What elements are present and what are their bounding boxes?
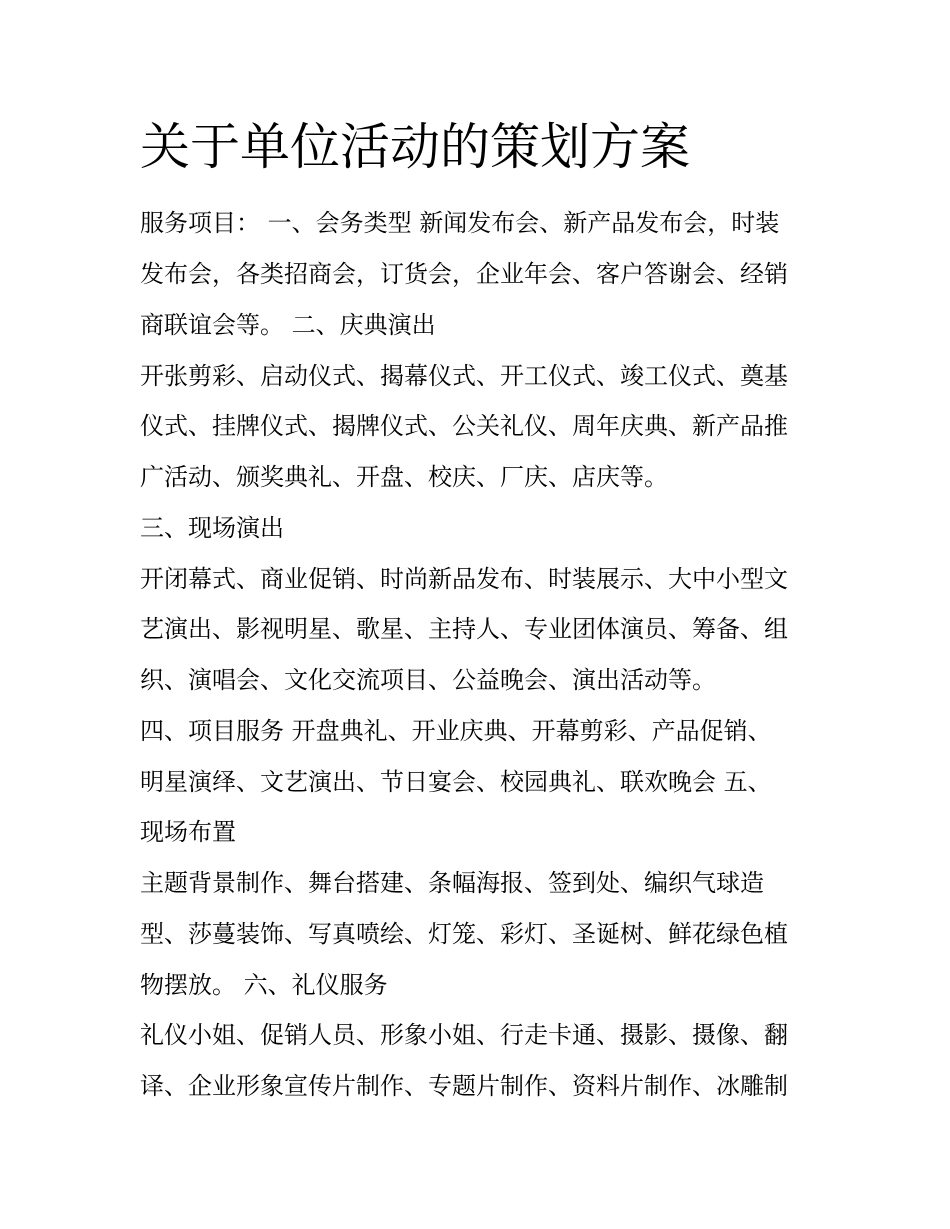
body-line: 译、企业形象宣传片制作、专题片制作、资料片制作、冰雕制 — [140, 1072, 788, 1100]
body-line: 商联谊会等。 二、庆典演出 — [140, 311, 436, 339]
body-line: 开闭幕式、商业促销、时尚新品发布、时装展示、大中小型文 — [140, 565, 788, 593]
body-line: 织、演唱会、文化交流项目、公益晚会、演出活动等。 — [140, 666, 716, 694]
body-line: 现场布置 — [140, 818, 236, 846]
body-line: 物摆放。 六、礼仪服务 — [140, 971, 388, 999]
body-line: 广活动、颁奖典礼、开盘、校庆、厂庆、店庆等。 — [140, 463, 668, 491]
document-title: 关于单位活动的策划方案 — [140, 118, 690, 176]
body-line: 发布会，各类招商会，订货会，企业年会、客户答谢会、经销 — [140, 260, 788, 288]
body-line: 主题背景制作、舞台搭建、条幅海报、签到处、编织气球造 — [140, 869, 764, 897]
body-line: 开张剪彩、启动仪式、揭幕仪式、开工仪式、竣工仪式、奠基 — [140, 362, 788, 390]
body-line: 型、莎蔓装饰、写真喷绘、灯笼、彩灯、圣诞树、鲜花绿色植 — [140, 920, 788, 948]
body-line: 艺演出、影视明星、歌星、主持人、专业团体演员、筹备、组 — [140, 615, 788, 643]
body-line: 仪式、挂牌仪式、揭牌仪式、公关礼仪、周年庆典、新产品推 — [140, 412, 788, 440]
body-line: 明星演绎、文艺演出、节日宴会、校园典礼、联欢晚会 五、 — [140, 768, 772, 796]
body-line: 礼仪小姐、促销人员、形象小姐、行走卡通、摄影、摄像、翻 — [140, 1021, 788, 1049]
body-line: 四、项目服务 开盘典礼、开业庆典、开幕剪彩、产品促销、 — [140, 717, 772, 745]
body-line: 三、现场演出 — [140, 514, 284, 542]
body-line: 服务项目： 一、会务类型 新闻发布会、新产品发布会，时装 — [140, 209, 780, 237]
